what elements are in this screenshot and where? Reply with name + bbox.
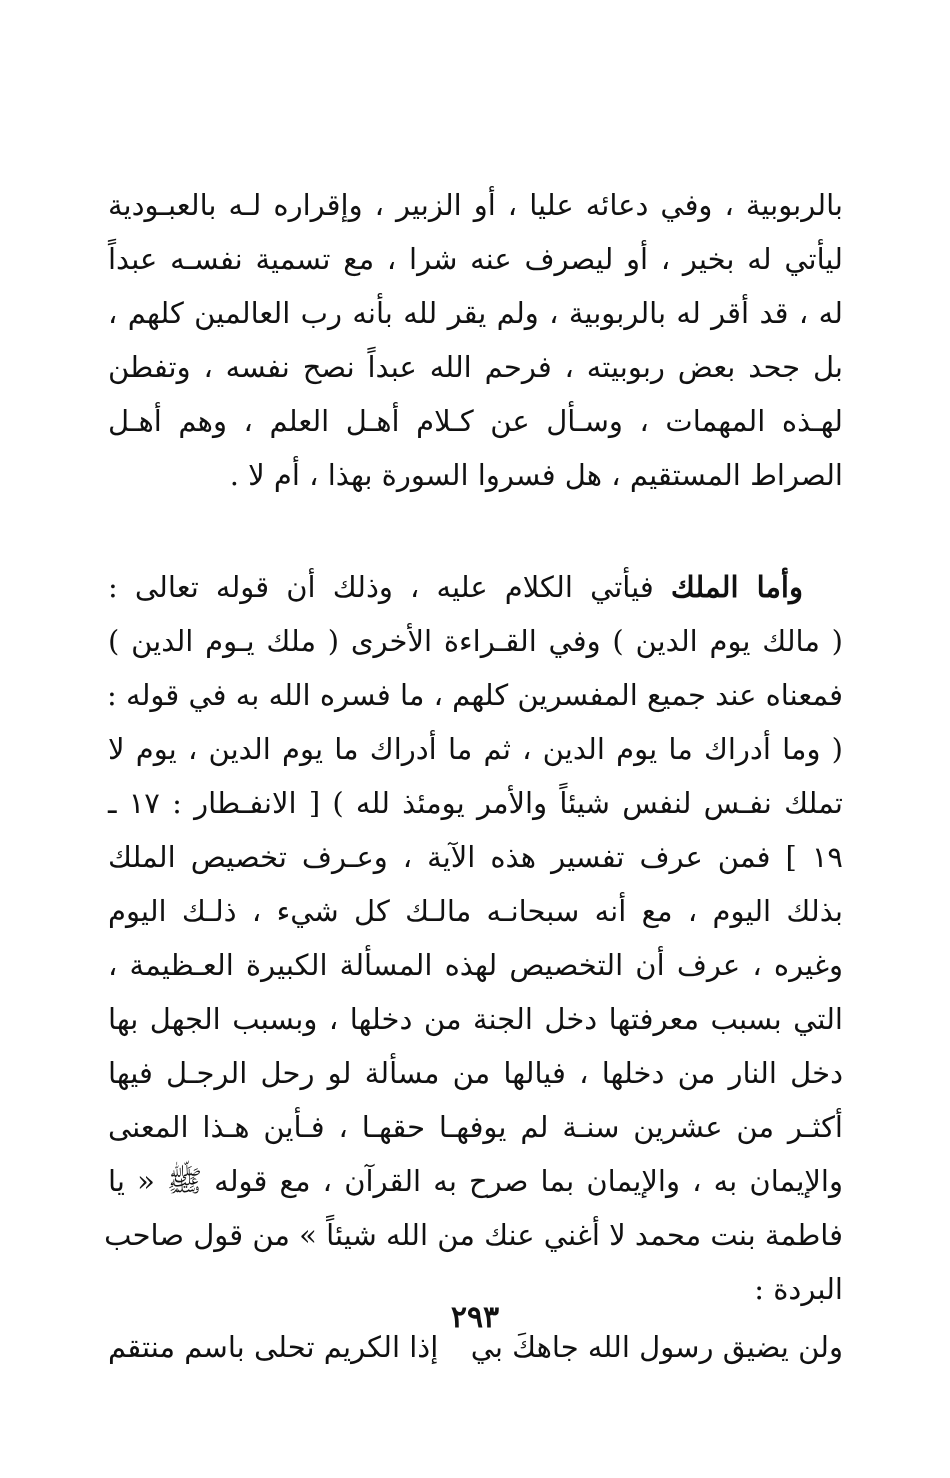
verse-second-hemistich: إذا الكريم تحلى باسم منتقم (108, 1330, 439, 1364)
paragraph-2-line: التي بسبب معرفتها دخل الجنة من دخلها ، وبسبب الجهل بها (108, 1002, 843, 1036)
verse-first-hemistich: ولن يضيق رسول الله جاهكَ بي (470, 1330, 843, 1364)
paragraph-2-line: دخل النار من دخلها ، فيالها من مسألة لو رحل الرجـل فيها (108, 1056, 843, 1090)
page-body (104, 178, 843, 1374)
paragraph-1-line: ليأتي له بخير ، أو ليصرف عنه شرا ، مع تسمية نفسـه عبداً (108, 242, 843, 276)
paragraph-2-first-line (108, 560, 843, 614)
paragraph-gap (108, 502, 843, 560)
paragraph-2-line: ( مالك يوم الدين ) وفي القـراءة الأخرى ( ملك يـوم الدين ) (108, 624, 843, 658)
paragraph-1 (108, 178, 843, 502)
paragraph-2-line: والإيمان به ، والإيمان بما صرح به القرآن ، مع قوله ﷺ « يا (108, 1164, 843, 1198)
paragraph-1-line: له ، قد أقر له بالربوبية ، ولم يقر لله بأنه رب العالمين كلهم ، (108, 296, 843, 330)
paragraph-2-line: أكثـر من عشرين سنـة لم يوفهـا حقهـا ، فـأين هـذا المعنى (108, 1110, 843, 1144)
paragraph-2-lead-rest: فيأتي الكلام عليه ، وذلك أن قوله تعالى : (108, 570, 671, 604)
paragraph-1-line: لهـذه المهمات ، وسـأل عن كـلام أهـل العلم ، وهم أهـل (108, 404, 843, 438)
paragraph-2-line: ١٩ ] فمن عرف تفسير هذه الآية ، وعـرف تخصيص الملك (108, 840, 843, 874)
paragraph-1-line: بالربوبية ، وفي دعائه عليا ، أو الزبير ، وإقراره لـه بالعبـودية (108, 188, 843, 222)
paragraph-2-line: البردة : (754, 1272, 843, 1306)
paragraph-1-line: بل جحد بعض ربوبيته ، فرحم الله عبداً نصح نفسه ، وتفطن (108, 350, 843, 384)
paragraph-1-line: الصراط المستقيم ، هل فسروا السورة بهذا ، أم لا . (229, 458, 843, 492)
paragraph-2-line: ( وما أدراك ما يوم الدين ، ثم ما أدراك ما يوم الدين ، يوم لا (108, 732, 843, 766)
paragraph-2 (104, 560, 843, 1316)
paragraph-2-line: وغيره ، عرف أن التخصيص لهذه المسألة الكبيرة العـظيمة ، (108, 948, 843, 982)
paragraph-2-lead-bold: وأما الملك (670, 570, 803, 604)
paragraph-2-line: فمعناه عند جميع المفسرين كلهم ، ما فسره الله به في قوله : (107, 678, 843, 712)
paragraph-2-line: فاطمة بنت محمد لا أغني عنك من الله شيئاً » من قول صاحب (104, 1218, 843, 1252)
paragraph-2-line: تملك نفـس لنفس شيئاً والأمر يومئذ لله ) [ الانفـطار : ١٧ ـ (108, 786, 843, 820)
page-number: ٢٩٣ (450, 1300, 500, 1335)
paragraph-2-line: بذلك اليوم ، مع أنه سبحانـه مالـك كل شيء ، ذلـك اليوم (108, 894, 843, 928)
